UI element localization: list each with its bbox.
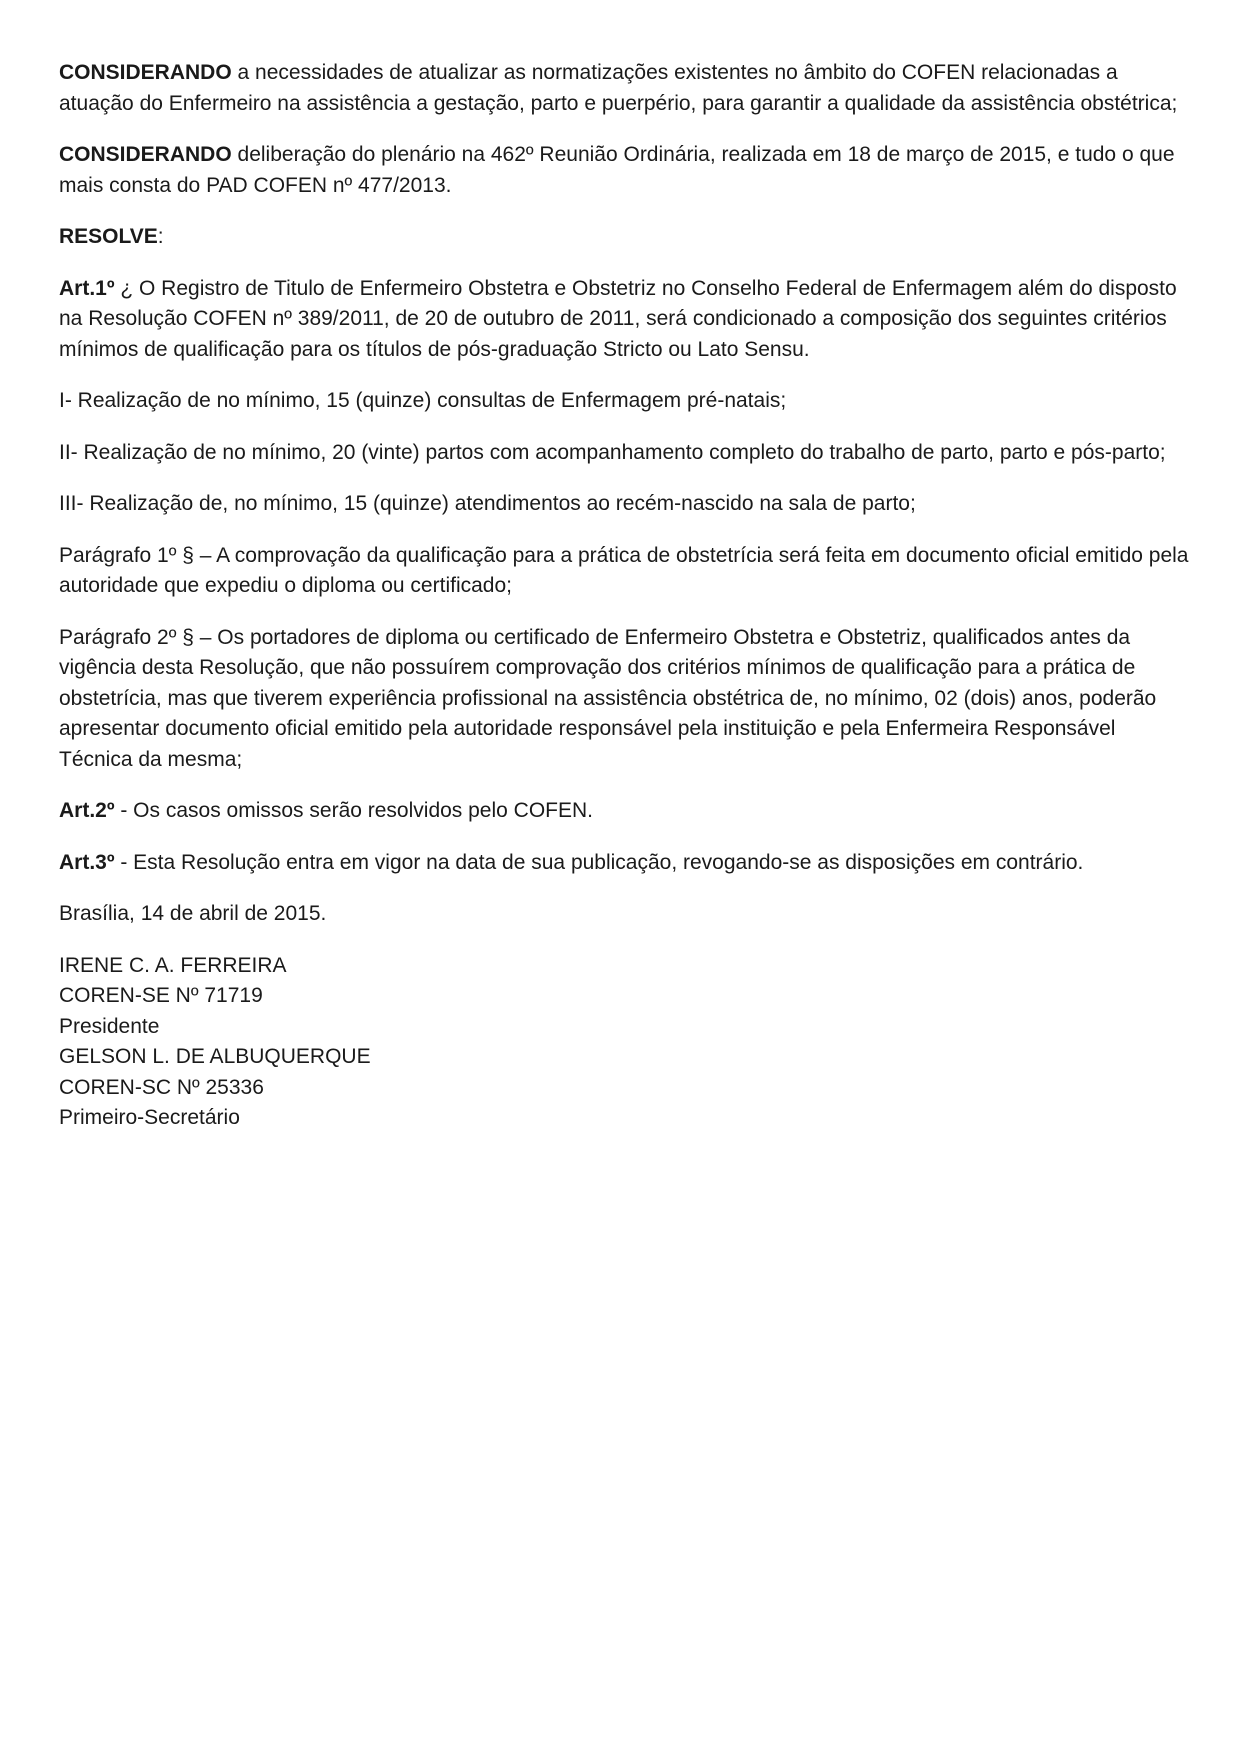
paragraph-considerando-2 <box>59 140 1189 201</box>
signature-role-1: Presidente <box>59 1014 160 1038</box>
paragraph-text: deliberação do plenário na 462º Reunião Ordinária, realizada em 18 de março de 2015, e tudo o que mais consta do PAD COFEN nº 477/2013. <box>59 143 1175 197</box>
signature-name-1: IRENE C. A. FERREIRA <box>59 953 287 977</box>
paragraph-lead: CONSIDERANDO <box>59 61 232 84</box>
paragraph-text: - Esta Resolução entra em vigor na data de sua publicação, revogando-se as disposições em contrário. <box>114 850 1084 874</box>
paragraph-inciso-iii <box>59 489 1189 520</box>
paragraph-lead: Art.3º <box>59 850 115 874</box>
signature-block <box>59 951 1189 1134</box>
paragraph-text: a necessidades de atualizar as normatizações existentes no âmbito do COFEN relacionadas a atuação do Enfermeiro na assistência a gestação, parto e puerpério, para garantir a qualidade da assistência obstétrica; <box>59 61 1178 115</box>
paragraph-lead: Art.1º <box>59 276 115 300</box>
paragraph-considerando-1 <box>59 58 1189 119</box>
paragraph-text: : <box>157 225 164 248</box>
paragraph-text: ¿ O Registro de Titulo de Enfermeiro Obstetra e Obstetriz no Conselho Federal de Enfermagem além do disposto na Resolução COFEN nº 389/2011, de 20 de outubro de 2011, será condicionado a composição dos seguintes critérios mínimos de qualificação para os títulos de pós-graduação Stricto ou Lato Sensu. <box>59 276 1177 361</box>
signature-name-2: GELSON L. DE ALBUQUERQUE <box>59 1045 371 1068</box>
paragraph-text: II- Realização de no mínimo, 20 (vinte) partos com acompanhamento completo do trabalho de parto, parto e pós-parto; <box>59 440 1166 464</box>
paragraph-text: Parágrafo 2º § – Os portadores de diploma ou certificado de Enfermeiro Obstetra e Obstetriz, qualificados antes da vigência desta Resolução, que não possuírem comprovação dos critérios mínimos de qualificação para a prática de obstetrícia, mas que tiverem experiência profissional na assistência obstétrica de, no mínimo, 02 (dois) anos, poderão apresentar documento oficial emitido pela autoridade responsável pela instituição e pela Enfermeira Responsável Técnica da mesma; <box>59 625 1157 771</box>
paragraph-text: Parágrafo 1º § – A comprovação da qualificação para a prática de obstetrícia será feita em documento oficial emitido pela autoridade que expediu o diploma ou certificado; <box>59 543 1189 597</box>
paragraph-resolve <box>59 222 1189 253</box>
paragraph-art-2 <box>59 796 1189 827</box>
paragraph-inciso-i <box>59 386 1189 417</box>
paragraph-inciso-ii <box>59 438 1189 469</box>
signature-role-2: Primeiro-Secretário <box>59 1106 240 1129</box>
paragraph-paragrafo-2 <box>59 623 1189 776</box>
paragraph-lead: Art.2º <box>59 799 115 822</box>
paragraph-date <box>59 899 1189 930</box>
paragraph-text: III- Realização de, no mínimo, 15 (quinze) atendimentos ao recém-nascido na sala de parto; <box>59 492 916 515</box>
document-page <box>59 58 1189 1134</box>
paragraph-text: Brasília, 14 de abril de 2015. <box>59 902 327 925</box>
paragraph-art-3 <box>59 848 1189 879</box>
paragraph-paragrafo-1 <box>59 541 1189 602</box>
paragraph-art-1 <box>59 274 1189 366</box>
paragraph-text: I- Realização de no mínimo, 15 (quinze) consultas de Enfermagem pré-natais; <box>59 389 787 412</box>
paragraph-text: - Os casos omissos serão resolvidos pelo COFEN. <box>114 799 594 822</box>
signature-coren-1: COREN-SE Nº 71719 <box>59 984 263 1007</box>
paragraph-lead: RESOLVE <box>59 225 158 248</box>
signature-coren-2: COREN-SC Nº 25336 <box>59 1075 264 1099</box>
paragraph-lead: CONSIDERANDO <box>59 143 232 166</box>
